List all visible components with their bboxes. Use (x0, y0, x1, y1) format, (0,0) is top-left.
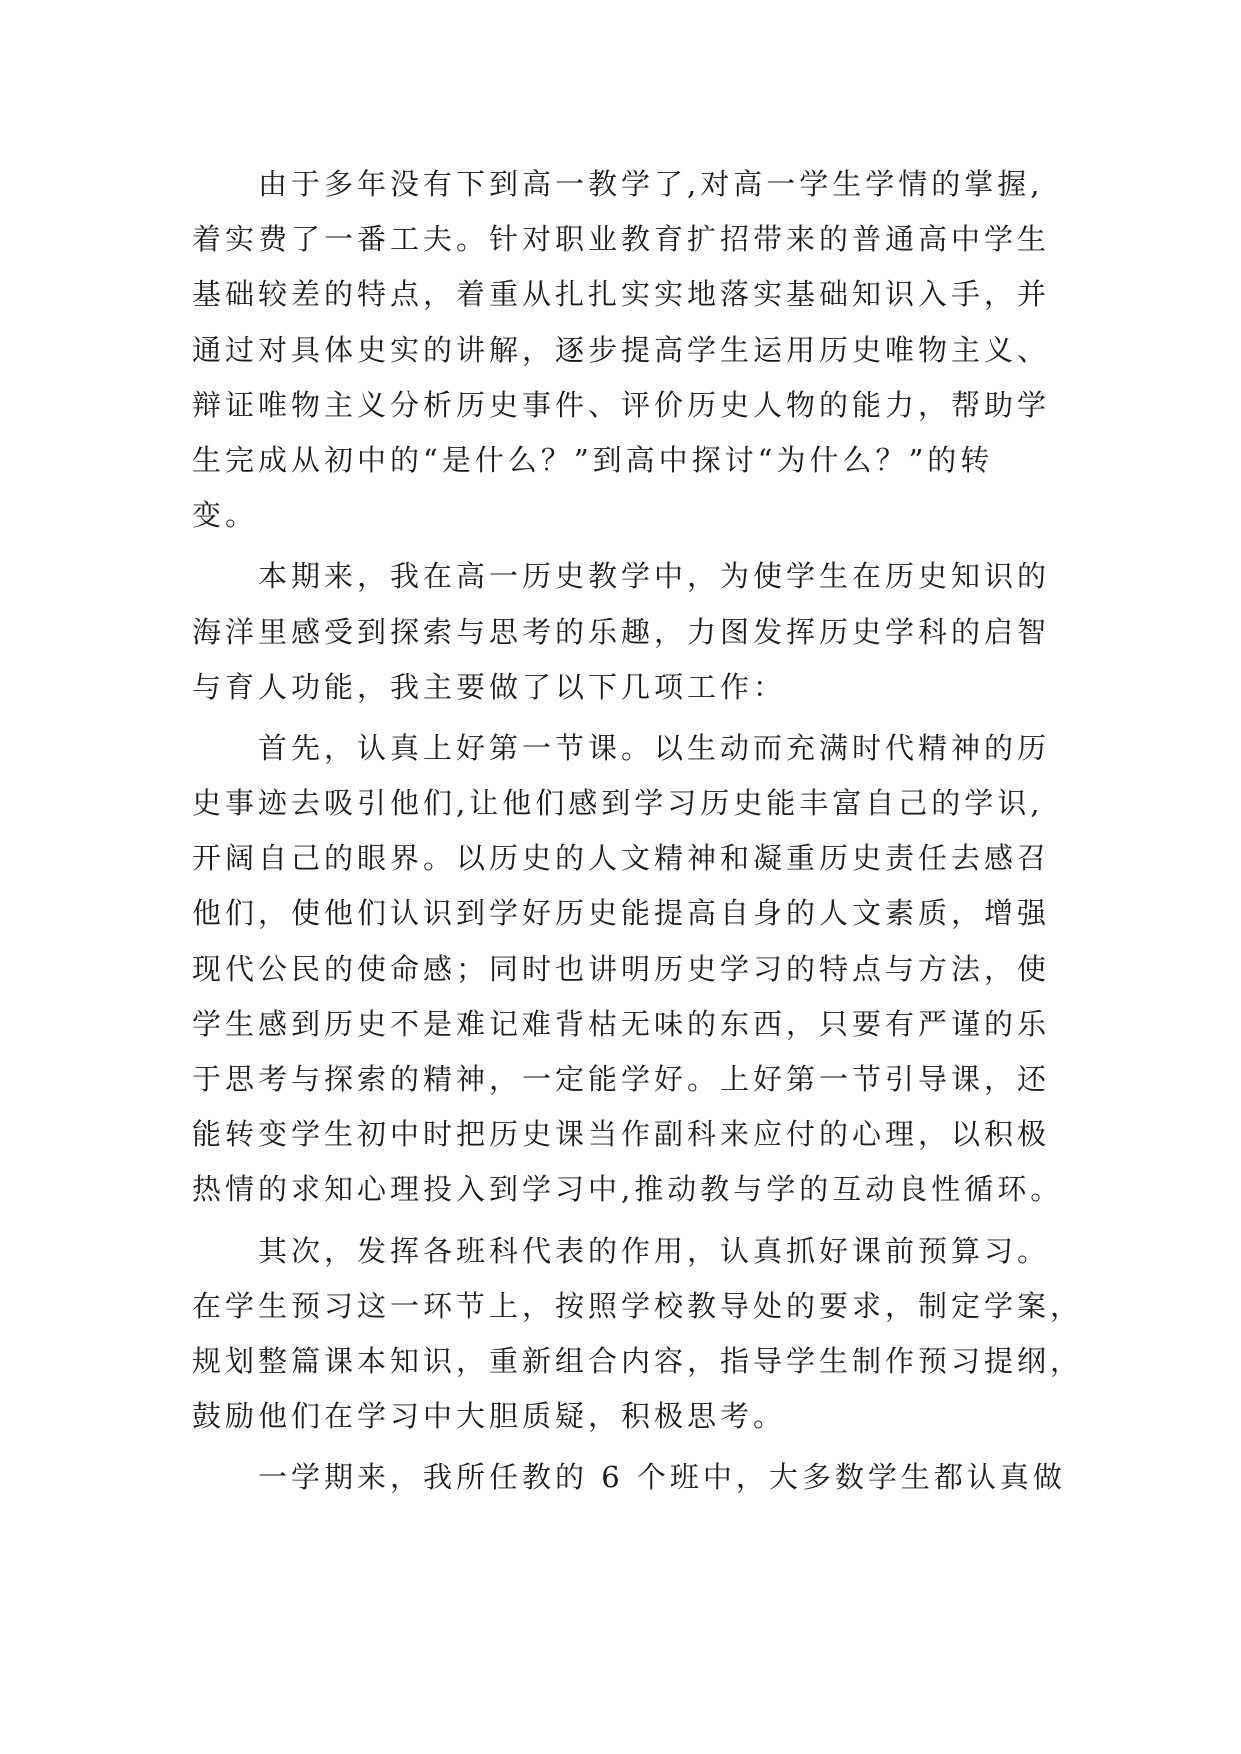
text-line: 与育人功能，我主要做了以下几项工作： (192, 669, 787, 704)
text-line: 首先，认真上好第一节课。以生动而充满时代精神的历 (258, 730, 1051, 765)
text-line: 通过对具体史实的讲解，逐步提高学生运用历史唯物主义、 (192, 332, 1051, 367)
text-line: 海洋里感受到探索与思考的乐趣，力图发挥历史学科的启智 (192, 614, 1051, 649)
text-line: 开阔自己的眼界。以历史的人文精神和凝重历史责任去感召 (192, 841, 1051, 876)
text-line: 能转变学生初中时把历史课当作副科来应付的心理，以积极 (192, 1117, 1051, 1152)
text-line: 其次，发挥各班科代表的作用，认真抓好课前预算习。 (258, 1233, 1051, 1268)
paragraph (192, 721, 1092, 1218)
paragraph (192, 549, 1092, 715)
text-line: 现代公民的使命感；同时也讲明历史学习的特点与方法，使 (192, 951, 1051, 986)
text-line: 热情的求知心理投入到学习中,推动教与学的互动良性循环。 (192, 1172, 1064, 1207)
text-line: 学生感到历史不是难记难背枯无味的东西，只要有严谨的乐 (192, 1006, 1051, 1041)
paragraph (192, 1224, 1092, 1445)
text-line: 着实费了一番工夫。针对职业教育扩招带来的普通高中学生 (192, 222, 1051, 257)
text-line: 生完成从初中的“是什么？”到高中探讨“为什么？”的转 (192, 442, 994, 477)
text-line: 鼓励他们在学习中大胆质疑，积极思考。 (192, 1399, 787, 1434)
text-line: 变。 (192, 498, 259, 533)
document-body (192, 157, 1092, 1506)
text-line: 辩证唯物主义分析历史事件、评价历史人物的能力，帮助学 (192, 387, 1051, 422)
text-line: 他们，使他们认识到学好历史能提高自身的人文素质，增强 (192, 896, 1051, 931)
text-line: 一学期来，我所任教的 6 个班中，大多数学生都认真做 (258, 1460, 1066, 1495)
paragraph (192, 1450, 1092, 1505)
text-line: 在学生预习这一环节上，按照学校教导处的要求，制定学案， (192, 1288, 1084, 1323)
text-line: 于思考与探索的精神，一定能学好。上好第一节引导课，还 (192, 1062, 1051, 1096)
text-line: 由于多年没有下到高一教学了,对高一学生学情的掌握, (258, 167, 1044, 201)
text-line: 基础较差的特点，着重从扎扎实实地落实基础知识入手，并 (192, 277, 1051, 312)
text-line: 规划整篇课本知识，重新组合内容，指导学生制作预习提纲， (192, 1343, 1084, 1378)
paragraph (192, 157, 1092, 543)
text-line: 本期来，我在高一历史教学中，为使学生在历史知识的 (258, 559, 1051, 594)
text-line: 史事迹去吸引他们,让他们感到学习历史能丰富自己的学识, (192, 786, 1044, 821)
